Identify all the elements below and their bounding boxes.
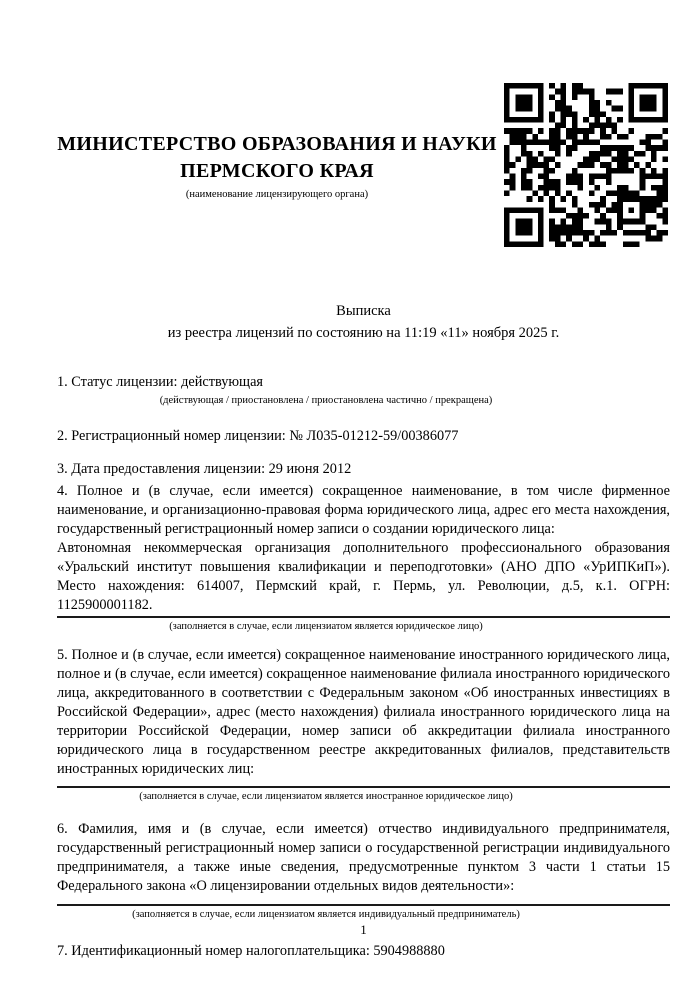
entrepreneur-underline <box>57 904 670 906</box>
page-number: 1 <box>360 922 367 937</box>
document-header <box>0 0 700 300</box>
document-body <box>0 300 700 961</box>
item-7-taxpayer-number <box>57 942 670 961</box>
licensing-authority-block <box>57 131 497 201</box>
licensing-authority-caption: (наименование лицензирующего органа) <box>185 189 369 200</box>
foreign-entity-underline <box>57 786 670 788</box>
legal-entity-value: Автономная некоммерческая организация дополнительного профессионального образования «Уральский институт повышения квалификации и переподготовки» (АНО ДПО «УрИПКиП»). Место нахождения: 614007, Пермский край, г. Пермь, ул. Революции, д.5, к.1. ОГРН: 1125900001182. <box>57 540 670 613</box>
entrepreneur-note: (заполняется в случае, если лицензиатом является индивидуальный предприниматель) <box>132 909 520 920</box>
item-6-individual-entrepreneur <box>57 820 670 921</box>
license-status-options-note: (действующая / приостановлена / приостановлена частично / прекращена) <box>159 395 493 406</box>
foreign-entity-label: 5. Полное и (в случае, если имеется) сокращенное наименование иностранного юридического лица, полное и (в случае, если имеется) сокращенное наименование филиала иностранного юридического лица, аккредитованного в соответствии с Федеральным законом «Об иностранных инвестициях в Российской Федерации», адрес (место нахождения) филиала иностранного юридического лица на территории Российской Федерации, номер записи об аккредитации филиала иностранного юридического лица в государственном реестре аккредитованных филиалов, представительств иностранных юридических лиц: <box>57 647 670 777</box>
foreign-entity-note: (заполняется в случае, если лицензиатом является иностранное юридическое лицо) <box>139 791 513 802</box>
taxpayer-number-text: 7. Идентификационный номер налогоплательщика: 5904988880 <box>57 943 445 959</box>
legal-entity-label: 4. Полное и (в случае, если имеется) сокращенное наименование, в том числе фирменное наименование, и организационно-правовая форма юридического лица, адрес его места нахождения, государственный регистрационный номер записи о создании юридического лица: <box>57 483 670 537</box>
item-2-registration-number <box>57 427 670 446</box>
legal-entity-underline <box>57 616 670 618</box>
item-3-grant-date <box>57 460 670 479</box>
qr-code-icon <box>504 83 668 247</box>
item-4-legal-entity <box>57 482 670 633</box>
grant-date-text: 3. Дата предоставления лицензии: 29 июня 2012 <box>57 461 352 477</box>
document-title: Выписка <box>336 303 391 319</box>
item-5-foreign-entity <box>57 646 670 803</box>
item-1-license-status <box>57 373 670 407</box>
licensing-authority-name: МИНИСТЕРСТВО ОБРАЗОВАНИЯ И НАУКИ ПЕРМСКОГО КРАЯ <box>57 133 497 182</box>
document-title-block <box>57 300 670 344</box>
document-subtitle: из реестра лицензий по состоянию на 11:19 «11» ноября 2025 г. <box>167 325 560 341</box>
license-status-text: 1. Статус лицензии: действующая <box>57 374 263 390</box>
registration-number-text: 2. Регистрационный номер лицензии: № Л035-01212-59/00386077 <box>57 428 459 444</box>
entrepreneur-label: 6. Фамилия, имя и (в случае, если имеется) отчество индивидуального предпринимателя, государственный регистрационный номер записи о государственной регистрации индивидуального предпринимателя, а также иные сведения, предусмотренные пунктом 3 части 1 статьи 15 Федерального закона «О лицензировании отдельных видов деятельности»: <box>57 821 670 894</box>
legal-entity-note: (заполняется в случае, если лицензиатом является юридическое лицо) <box>169 621 483 632</box>
